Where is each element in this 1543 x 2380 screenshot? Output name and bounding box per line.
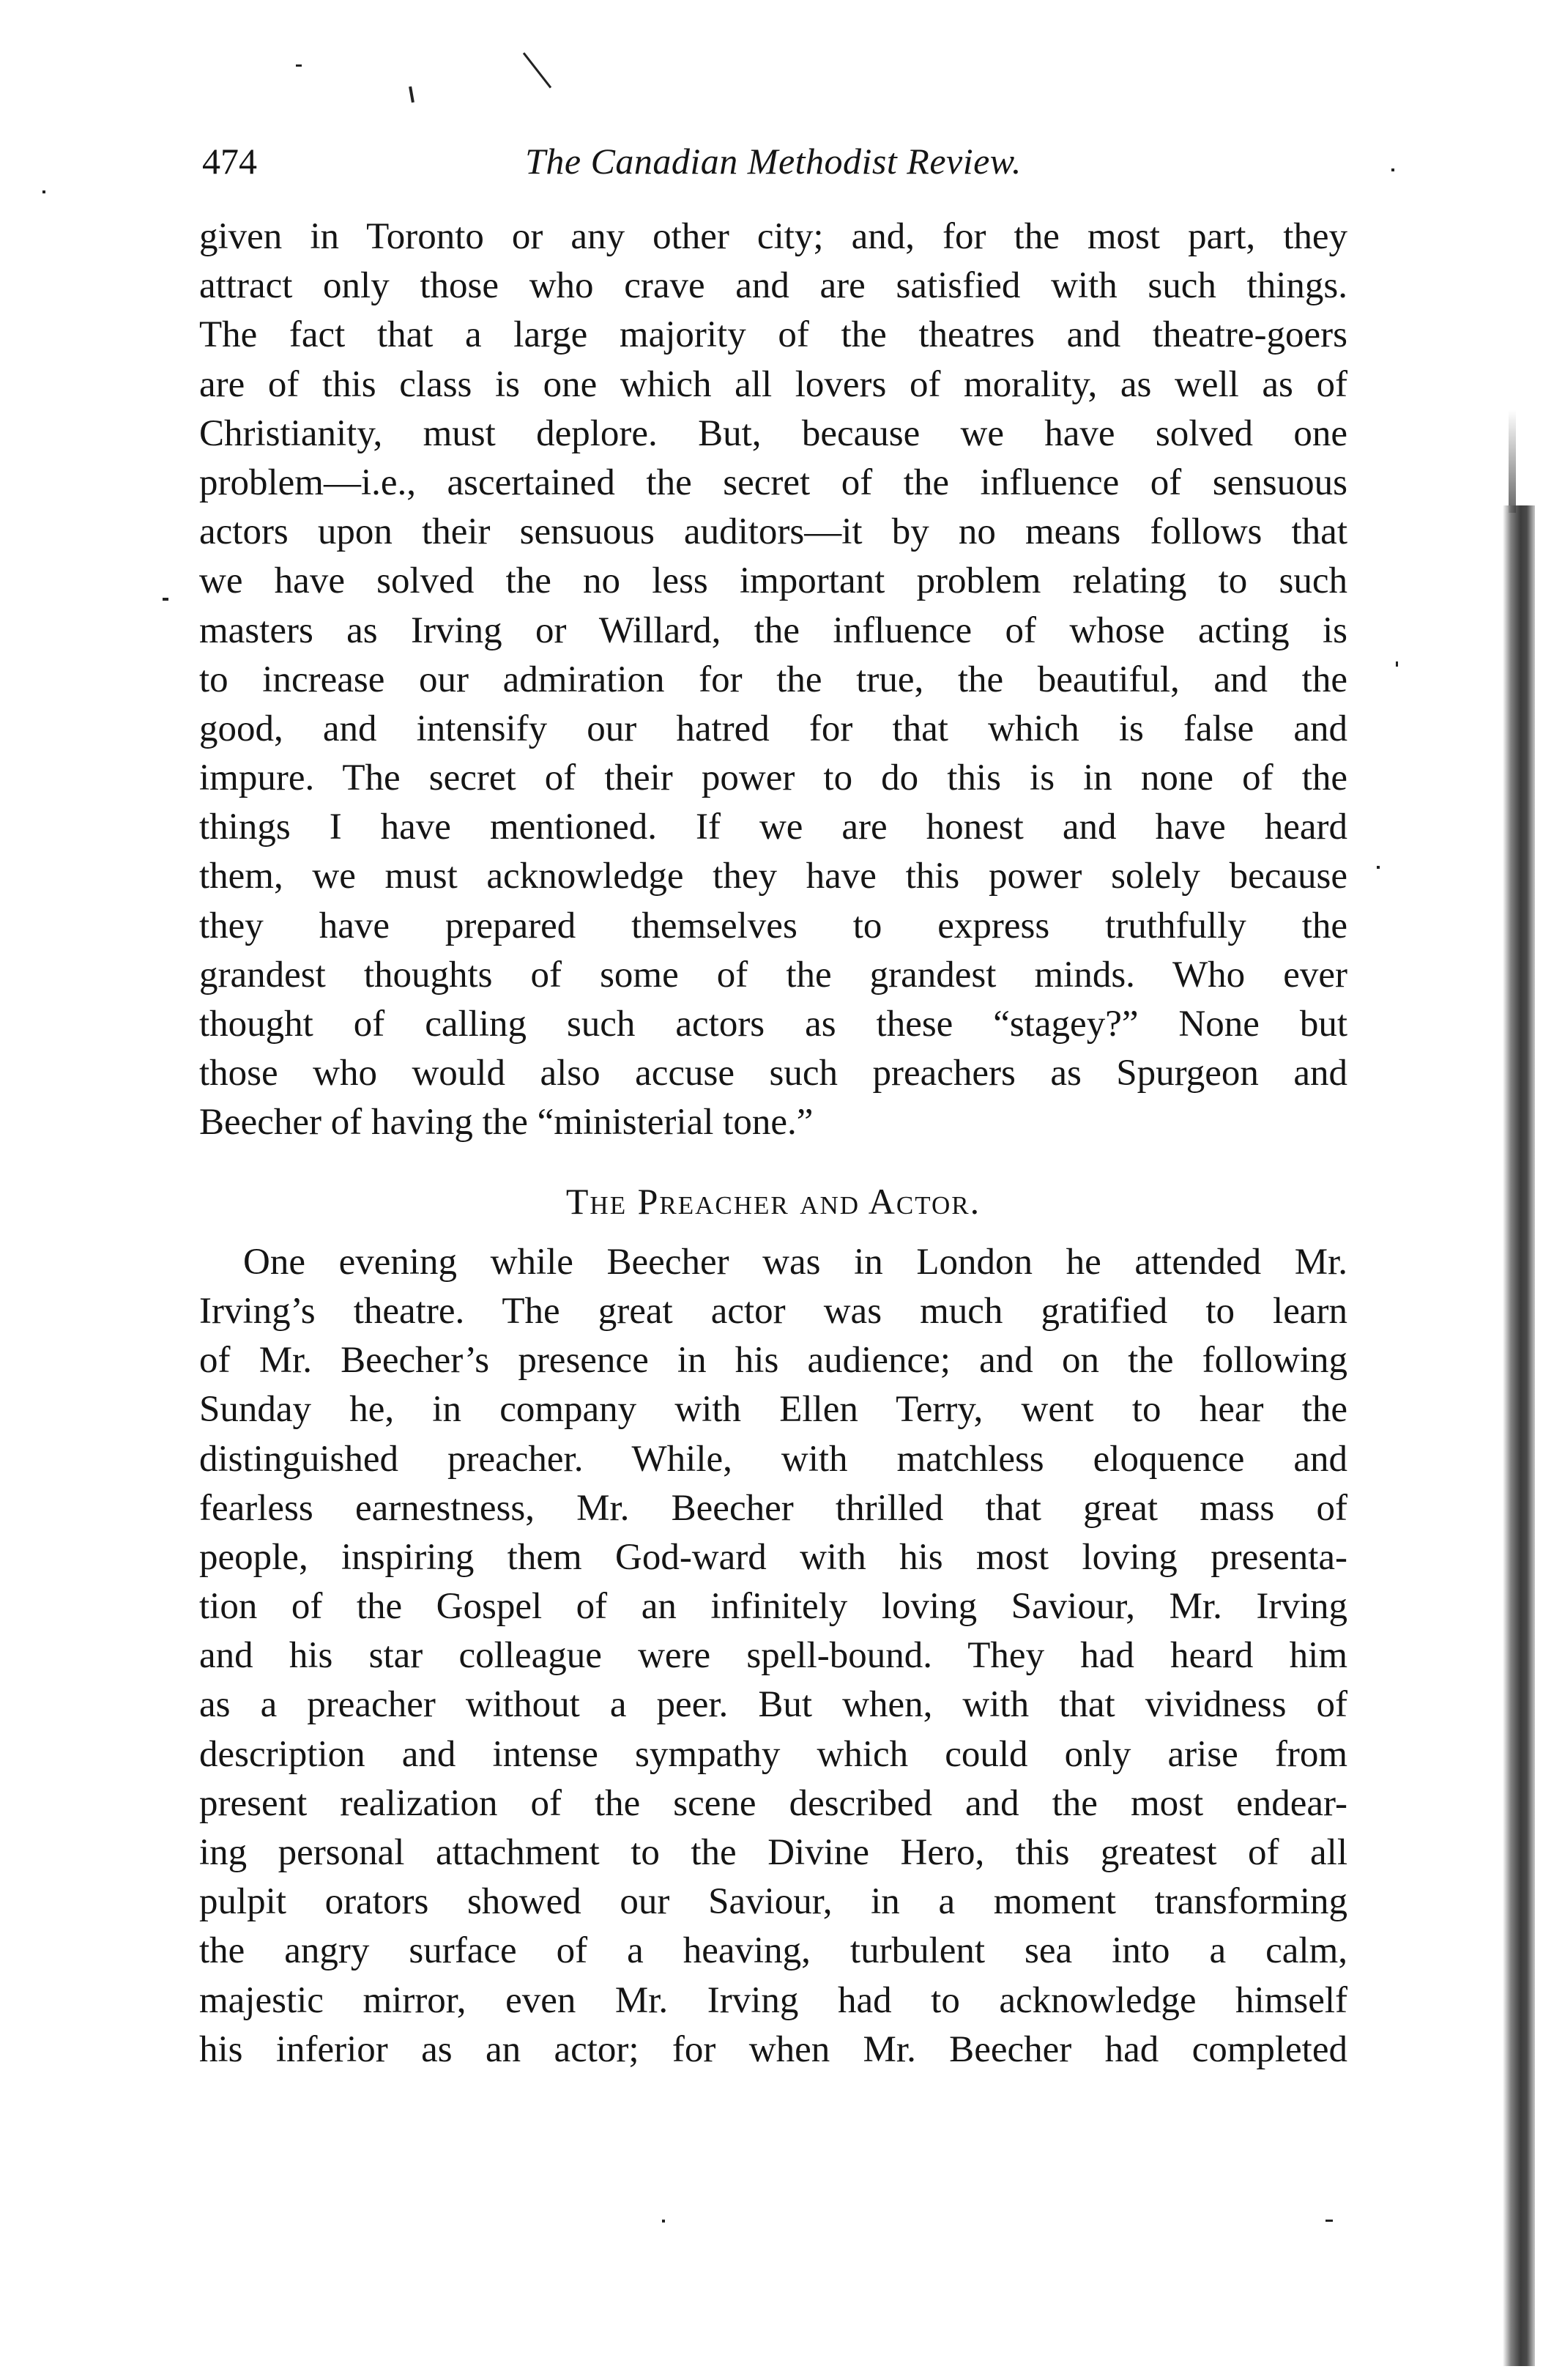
text-line: to increase our admiration for the true, the beautiful, and the bbox=[199, 659, 1347, 700]
text-line: thought of calling such actors as these “stagey?” None but bbox=[199, 1004, 1347, 1045]
text-line: Sunday he, in company with Ellen Terry, went to hear the bbox=[199, 1389, 1347, 1431]
text-line: of Mr. Beecher’s presence in his audience; and on the following bbox=[199, 1340, 1347, 1382]
text-line: tion of the Gospel of an infinitely loving Saviour, Mr. Irving bbox=[199, 1586, 1347, 1628]
text-line: masters as Irving or Willard, the influence of whose acting is bbox=[199, 609, 1347, 651]
text-line: given in Toronto or any other city; and, for the most part, they bbox=[199, 216, 1347, 257]
text-line: we have solved the no less important problem relating to such bbox=[199, 560, 1347, 602]
text-line: attract only those who crave and are satisfied with such things. bbox=[199, 265, 1347, 307]
text-line: fearless earnestness, Mr. Beecher thrilled that great mass of bbox=[199, 1487, 1347, 1529]
scan-speck bbox=[42, 190, 45, 193]
scan-speck bbox=[662, 2220, 665, 2223]
text-line: good, and intensify our hatred for that which is false and bbox=[199, 708, 1347, 749]
text-line: impure. The secret of their power to do this is in none of the bbox=[199, 757, 1347, 799]
text-line: those who would also accuse such preachers as Spurgeon and bbox=[199, 1053, 1347, 1094]
scan-speck bbox=[1326, 2220, 1333, 2222]
section-heading: The Preacher and Actor. bbox=[565, 1180, 981, 1222]
scan-speck bbox=[1377, 866, 1380, 869]
text-line: the angry surface of a heaving, turbulent sea into a calm, bbox=[199, 1930, 1347, 1972]
paragraph-1 bbox=[199, 212, 1347, 1148]
text-line: Irving’s theatre. The great actor was much gratified to learn bbox=[199, 1290, 1347, 1332]
paragraph-2 bbox=[199, 1238, 1347, 2075]
scan-speck bbox=[296, 64, 302, 67]
text-line: distinguished preacher. While, with matchless eloquence and bbox=[199, 1438, 1347, 1480]
text-line: and his star colleague were spell-bound. They had heard him bbox=[199, 1635, 1347, 1677]
text-line: pulpit orators showed our Saviour, in a moment transforming bbox=[199, 1881, 1347, 1923]
scan-speck bbox=[1391, 168, 1394, 171]
text-line: them, we must acknowledge they have this power solely because bbox=[199, 856, 1347, 897]
text-line: Christianity, must deplore. But, because we have solved one bbox=[199, 412, 1347, 454]
text-line: One evening while Beecher was in London he attended Mr. bbox=[243, 1241, 1347, 1283]
text-line: majestic mirror, even Mr. Irving had to acknowledge himself bbox=[199, 1979, 1347, 2021]
text-line: his inferior as an actor; for when Mr. Beecher had completed bbox=[199, 2028, 1347, 2070]
text-line: actors upon their sensuous auditors—it by no means follows that bbox=[199, 511, 1347, 553]
text-line: The fact that a large majority of the theatres and theatre-goers bbox=[199, 314, 1347, 356]
text-line: problem—i.e., ascertained the secret of the influence of sensuous bbox=[199, 461, 1347, 503]
binding-edge-shadow bbox=[1503, 505, 1535, 2366]
text-line: are of this class is one which all lovers of morality, as well as of bbox=[199, 363, 1347, 405]
text-line: people, inspiring them God-ward with his most loving presenta- bbox=[199, 1536, 1347, 1578]
text-line: ing personal attachment to the Divine Hero, this greatest of all bbox=[199, 1832, 1347, 1873]
page-number: 474 bbox=[202, 141, 257, 182]
text-line: grandest thoughts of some of the grandest minds. Who ever bbox=[199, 954, 1347, 996]
running-title: The Canadian Methodist Review. bbox=[525, 141, 1022, 182]
scan-speck bbox=[163, 598, 168, 601]
binding-shadow-top bbox=[1509, 410, 1516, 513]
text-line: as a preacher without a peer. But when, with that vividness of bbox=[199, 1684, 1347, 1726]
text-line: things I have mentioned. If we are honest and have heard bbox=[199, 807, 1347, 848]
page-header bbox=[202, 139, 1345, 190]
scan-speck bbox=[409, 86, 414, 103]
text-line: description and intense sympathy which could only arise from bbox=[199, 1733, 1347, 1775]
scan-speck bbox=[1396, 661, 1398, 667]
text-line: they have prepared themselves to express truthfully the bbox=[199, 905, 1347, 946]
text-line: present realization of the scene described and the most endear- bbox=[199, 1782, 1347, 1824]
scan-speck bbox=[523, 52, 551, 88]
text-line: Beecher of having the “ministerial tone.” bbox=[199, 1102, 814, 1143]
body-text bbox=[199, 212, 1347, 2075]
